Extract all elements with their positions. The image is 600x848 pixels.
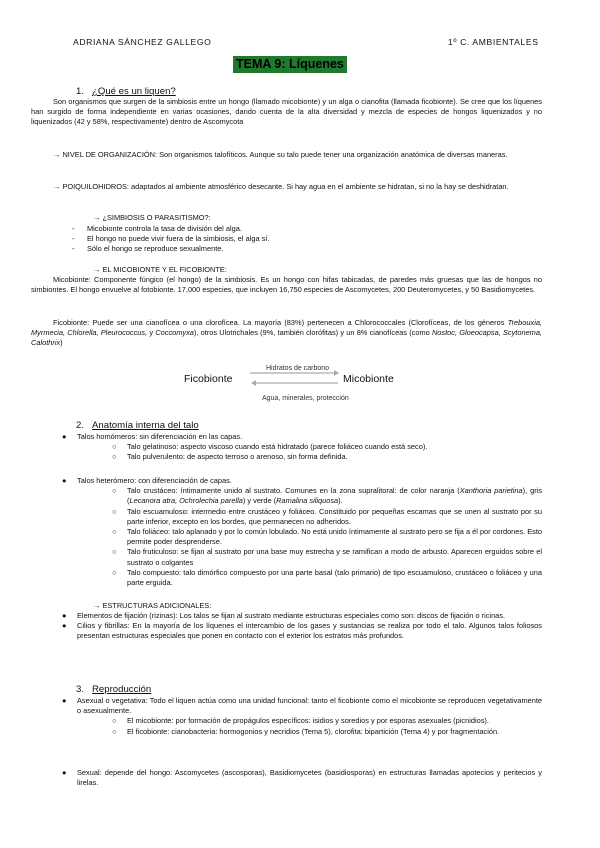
circle-bullet-icon: ○ [112,547,117,557]
disc-bullet-icon: ● [62,476,67,485]
list-item: ○ Talo foliáceo: talo aplanado y por lo común lobulado. No está unido íntimamente al sustrato pero se fija a él por cordones. Esto permite poder desprenderse. [112,527,542,547]
estructuras-heading: → ESTRUCTURAS ADICIONALES: [93,601,212,610]
list-item: ● Talos homómeros: sin diferenciación en las capas. [62,432,243,441]
list-item: ○ El ficobionte: cianobacteria: hormogonios y necridios (Tema 5), clorofita: bipartición (Tema 4) y por fragmentación. [112,726,500,736]
diagram-top-label: Hidratos de carbono [266,365,330,372]
section-1-heading [76,86,176,97]
sexual-block [62,768,542,788]
list-item: ○ El micobionte: por formación de propágulos específicos: isidios y soredios y por esporas asexuales (picnidios). [112,716,489,726]
diagram-bottom-label: Agua, minerales, protección [262,395,349,402]
list-item: ○ Talo crustáceo: íntimamente unido al sustrato. Comunes en la zona supralitoral: de color naranja (Xanthoria parietina), gris (Lecanora atra, Ochrolechia parella) y verde (Ramalina siliquosa). [112,486,542,506]
ficobionte-paragraph: Ficobionte: Puede ser una cianofícea o una clorofícea. La mayoría (83%) pertenecen a Chlorococcales (Clorofíceas, de los géneros Trebouxia, Myrmecia, Chlorella, Pleurococcus, y Coccomyxa), otros Ulotrichales (9%, también clorófitas) y un 8% cianofíceas (como Nostoc, Gloeocapsa, Scytonema, Calothrix) [31,318,542,348]
section-title: Reproducción [92,684,152,695]
header-course: 1º C. AMBIENTALES [448,37,539,47]
list-item: ○ Talo fruticuloso: se fijan al sustrato por una base muy estrecha y se ramifican a modo de arbusto. Aparecen erguidos sobre el sustrato o colgantes [112,547,542,567]
list-item: ● Elementos de fijación (rizinas): Los talos se fijan al sustrato mediante estructuras especiales como son: discos de fijación o ricinas. [62,611,506,620]
section-title: ¿Qué es un liquen? [92,86,176,97]
list-item: ○ Talo gelatinoso: aspecto viscoso cuando está hidratado (parece foliáceo cuando está seco). [112,442,428,452]
list-item: ○ Talo compuesto: talo dimórfico compuesto por una parte basal (talo primario) de tipo escuamuloso, crustáceo o foliáceo y una parte erguida. [112,567,542,588]
section-number: 3. [76,684,85,695]
list-item: - El hongo no puede vivir fuera de la simbiosis, el alga sí. [72,234,270,244]
list-item: - Sólo el hongo se reproduce sexualmente. [72,244,224,254]
section-number: 2. [76,420,85,431]
disc-bullet-icon: ● [62,696,67,705]
section-title: Anatomía interna del talo [92,420,199,431]
header-author: ADRIANA SÁNCHEZ GALLEGO [73,37,212,47]
list-item: ● Cilios y fibrillas: En la mayoría de los líquenes el intercambio de los gases y sustancias se realiza por todo el talo. Algunos talos foliosos presentan estructuras especiales que ponen en contacto con el exterior los estratos más profundos. [62,621,542,641]
list-item: - Micobionte controla la tasa de división del alga. [72,224,242,233]
simbiosis-heading: → ¿SIMBIOSIS O PARASITISMO?: [93,213,211,222]
circle-bullet-icon: ○ [112,452,117,462]
section-number: 1. [76,86,85,97]
list-item: ○ Talo pulverulento: de aspecto terroso o arenoso, sin forma definida. [112,452,348,462]
micobionte-paragraph: Micobionte: Componente fúngico (el hongo) de la simbiosis. Es un hongo con hifas tabicadas, de paredes más gruesas que las de hongos no simbiontes. El hongo envuelve al fotobionte. 17,000 especies, que incluyen 16,750 especies de Ascomycetes, 200 Deuteromycetes, y 50 Basidiomycetes. [31,275,542,295]
estructuras-list [62,611,542,642]
circle-bullet-icon: ○ [112,567,117,577]
disc-bullet-icon: ● [62,621,67,631]
disc-bullet-icon: ● [62,768,67,777]
heteromero-block [62,476,542,588]
arrow-left-icon [251,380,338,386]
diagram-left-label: Ficobionte [184,373,233,385]
page-title: TEMA 9: Líquenes [233,56,347,73]
poiquilohidros-paragraph: → POIQUILOHIDROS: adaptados al ambiente atmosférico desecante. Si hay agua en el ambiente se hidratan, si no la hay se deshidratan. [53,182,509,191]
section-2-heading [76,420,199,431]
disc-bullet-icon: ● [62,432,67,441]
circle-bullet-icon: ○ [112,506,117,516]
circle-bullet-icon: ○ [112,726,117,736]
circle-bullet-icon: ○ [112,442,117,452]
section-3-heading [76,684,151,695]
intro-paragraph: Son organismos que surgen de la simbiosis entre un hongo (llamado micobionte) y un alga o cianofita (llamada ficobionte). Se cree que los líquenes han surgido de forma independiente en varias ocasiones, dando cuenta de la alta diversidad y mezcla de especies de hongos liquenizados y no liquenizados (42 y 58%, respectivamente) dentro de Ascomycota [31,97,542,127]
dash-bullet-icon: - [72,244,75,254]
list-item: ● Asexual o vegetativa: Todo el liquen actúa como una unidad funcional: tanto el ficobionte como el micobionte se reproducen vegetativamente o asexualmente. [62,696,542,716]
list-item: ○ Talo escuamuloso: intermedio entre crustáceo y foliáceo. Constituido por pequeñas escamas que se unen al sustrato por su parte inferior, excepto en los bordes, que permanecen no adheridos. [112,506,542,526]
dash-bullet-icon: - [72,224,75,233]
dash-bullet-icon: - [72,234,75,244]
organizacion-paragraph: → NIVEL DE ORGANIZACIÓN: Son organismos talofíticos. Aunque su talo puede tener una organización anatómica de diversas maneras. [53,150,508,159]
circle-bullet-icon: ○ [112,486,117,496]
list-item: ● Sexual: depende del hongo: Ascomycetes (ascosporas), Basidiomycetes (basidiosporas) en estructuras llamadas apotecios y peritecios y lirelas. [62,768,542,788]
disc-bullet-icon: ● [62,611,67,620]
symbiosis-diagram [150,358,480,404]
list-item: ● Talos heterómero: con diferenciación de capas. [62,476,232,485]
diagram-right-label: Micobionte [343,373,394,385]
micobionte-heading: → EL MICOBIONTE Y EL FICOBIONTE: [93,265,227,274]
simbiosis-list [72,224,532,255]
circle-bullet-icon: ○ [112,716,117,726]
asexual-block [62,696,542,737]
circle-bullet-icon: ○ [112,527,117,537]
homomeros-block [62,432,542,463]
